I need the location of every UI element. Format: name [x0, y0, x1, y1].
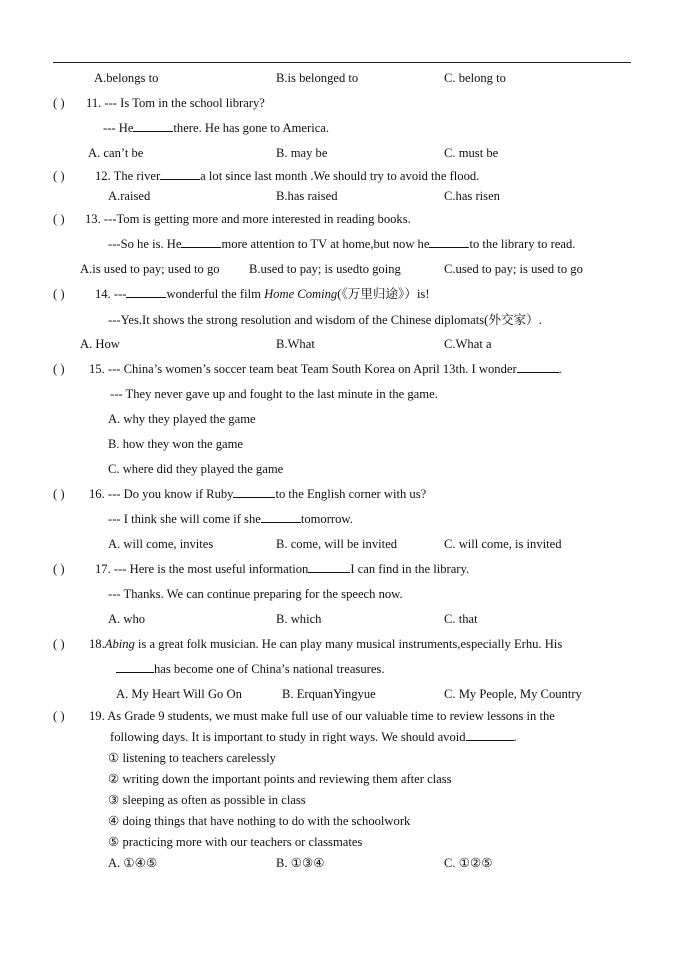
q14-blank	[126, 286, 166, 298]
q19-choice-4: ④ doing things that have nothing to do with the schoolwork	[108, 814, 411, 828]
q16-answer-bracket[interactable]: ( )	[53, 487, 65, 501]
q14-line2: ---Yes.It shows the strong resolution and wisdom of the Chinese diplomats(外交家）.	[108, 313, 542, 327]
q14-option-c[interactable]: C.What a	[444, 337, 492, 351]
q17-option-b[interactable]: B. which	[276, 612, 322, 626]
q18-option-b[interactable]: B. ErquanYingyue	[282, 687, 376, 701]
q18-option-a[interactable]: A. My Heart Will Go On	[116, 687, 242, 701]
q18-musician-name: Abing	[104, 637, 135, 651]
q15-line2: --- They never gave up and fought to the last minute in the game.	[110, 387, 438, 401]
q15-blank	[517, 361, 559, 373]
q19-choice-1: ① listening to teachers carelessly	[108, 751, 276, 765]
q13-option-c[interactable]: C.used to pay; is used to go	[444, 262, 583, 276]
q14-stem: 14. --- wonderful the film Home Coming(《万里归途》）is!	[95, 287, 430, 301]
q13-option-a[interactable]: A.is used to pay; used to go	[80, 262, 220, 276]
q17-option-a[interactable]: A. who	[108, 612, 146, 626]
q11-line2: --- He there. He has gone to America.	[103, 121, 330, 135]
q15-option-a[interactable]: A. why they played the game	[108, 412, 256, 426]
q14-film-title: Home Coming	[264, 287, 338, 301]
q13-answer-bracket[interactable]: ( )	[53, 212, 65, 226]
q13-line2: ---So he is. He more attention to TV at home,but now he to the library to read.	[108, 237, 576, 251]
q13-blank-2	[429, 236, 469, 248]
q10-option-a[interactable]: A.belongs to	[94, 71, 159, 85]
q12-answer-bracket[interactable]: ( )	[53, 169, 65, 183]
q19-option-c[interactable]: C. ①②⑤	[444, 856, 493, 870]
q13-option-b[interactable]: B.used to pay; is usedto going	[249, 262, 401, 276]
q18-stem: 18.Abing is a great folk musician. He can play many musical instruments,especially Erhu. His	[89, 637, 563, 651]
q19-line2: following days. It is important to study in right ways. We should avoid .	[110, 730, 517, 744]
q11-blank	[133, 120, 173, 132]
q12-blank	[160, 168, 200, 180]
q11-stem: 11. --- Is Tom in the school library?	[86, 96, 265, 110]
q12-option-c[interactable]: C.has risen	[444, 189, 500, 203]
q14-option-b[interactable]: B.What	[276, 337, 315, 351]
q17-blank	[308, 561, 350, 573]
q18-blank	[116, 661, 154, 673]
q11-answer-bracket[interactable]: ( )	[53, 96, 65, 110]
q17-answer-bracket[interactable]: ( )	[53, 562, 65, 576]
q13-stem: 13. ---Tom is getting more and more interested in reading books.	[85, 212, 411, 226]
q15-answer-bracket[interactable]: ( )	[53, 362, 65, 376]
q16-blank-1	[233, 486, 275, 498]
q15-option-b[interactable]: B. how they won the game	[108, 437, 244, 451]
q18-line2: has become one of China’s national treasures.	[116, 661, 384, 677]
q16-line2: --- I think she will come if she tomorrow.	[108, 512, 353, 526]
q16-blank-2	[261, 511, 301, 523]
q19-option-b[interactable]: B. ①③④	[276, 856, 325, 870]
q16-option-c[interactable]: C. will come, is invited	[444, 537, 562, 551]
q17-option-c[interactable]: C. that	[444, 612, 478, 626]
q13-blank-1	[181, 236, 221, 248]
q12-stem: 12. The river a lot since last month .We should try to avoid the flood.	[95, 169, 480, 183]
q17-stem: 17. --- Here is the most useful information I can find in the library.	[95, 562, 470, 576]
q19-option-a[interactable]: A. ①④⑤	[108, 856, 158, 870]
q11-option-b[interactable]: B. may be	[276, 146, 328, 160]
q11-option-c[interactable]: C. must be	[444, 146, 499, 160]
q10-option-b[interactable]: B.is belonged to	[276, 71, 359, 85]
q16-option-a[interactable]: A. will come, invites	[108, 537, 214, 551]
q14-option-a[interactable]: A. How	[80, 337, 120, 351]
q18-answer-bracket[interactable]: ( )	[53, 637, 65, 651]
top-rule	[53, 62, 631, 63]
q10-option-c[interactable]: C. belong to	[444, 71, 506, 85]
q19-stem: 19. As Grade 9 students, we must make full use of our valuable time to review lessons in the	[89, 709, 555, 723]
q15-stem: 15. --- China’s women’s soccer team beat Team South Korea on April 13th. I wonder .	[89, 362, 562, 376]
q17-line2: --- Thanks. We can continue preparing for the speech now.	[108, 587, 403, 601]
q19-choice-5: ⑤ practicing more with our teachers or classmates	[108, 835, 363, 849]
q11-option-a[interactable]: A. can’t be	[88, 146, 144, 160]
q16-stem: 16. --- Do you know if Ruby to the English corner with us?	[89, 487, 427, 501]
q19-blank	[466, 729, 514, 741]
q14-answer-bracket[interactable]: ( )	[53, 287, 65, 301]
q12-option-b[interactable]: B.has raised	[276, 189, 338, 203]
q12-option-a[interactable]: A.raised	[108, 189, 151, 203]
q19-answer-bracket[interactable]: ( )	[53, 709, 65, 723]
q15-option-c[interactable]: C. where did they played the game	[108, 462, 284, 476]
q16-option-b[interactable]: B. come, will be invited	[276, 537, 398, 551]
q19-choice-3: ③ sleeping as often as possible in class	[108, 793, 306, 807]
q19-choice-2: ② writing down the important points and reviewing them after class	[108, 772, 452, 786]
q18-option-c[interactable]: C. My People, My Country	[444, 687, 582, 701]
